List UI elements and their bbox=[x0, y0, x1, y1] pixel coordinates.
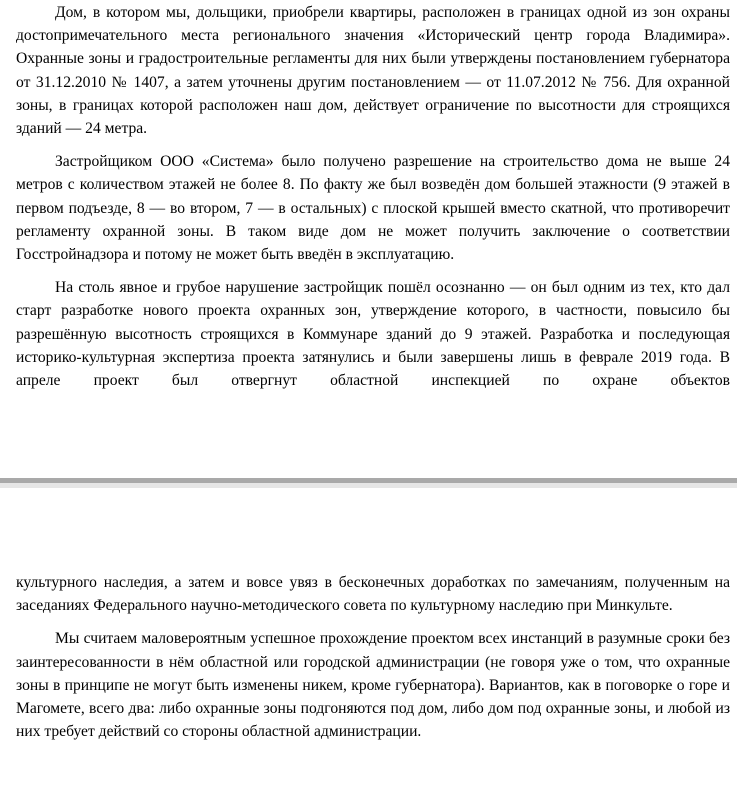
paragraph-protection-zone: Дом, в котором мы, дольщики, приобрели квартиры, расположен в границах одной из зон охраны достопримечательного места регионального значения «Исторический центр города Владимира». Охранные зоны и градостроительные регламенты для них были утверждены постановлением губернатора от 31.12.2010 № 1407, а затем уточнены другим постановлением — от 11.07.2012 № 756. Для охранной зоны, в границах которой расположен наш дом, действует ограничение по высотности для строящихся зданий — 24 метра. bbox=[16, 4, 730, 138]
paragraph-continuation: культурного наследия, а затем и вовсе увяз в бесконечных доработках по замечаниям, полученным на заседаниях Федерального научно-методического совета по культурному наследию при Минкульте. bbox=[16, 574, 730, 615]
paragraph-developer-violation: Застройщиком ООО «Система» было получено разрешение на строительство дома не выше 24 метров с количеством этажей не более 8. По факту же был возведён дом большей этажности (9 этажей в первом подъезде, 8 — во втором, 7 — в остальных) с плоской крышей вместо скатной, что противоречит регламенту охранной зоны. В таком виде дом не может получить заключение о соответствии Госстройнадзора и потому не может быть введён в эксплуатацию. bbox=[16, 153, 730, 264]
page-top-text bbox=[16, 1, 730, 392]
paragraph-conclusion: Мы считаем маловероятным успешное прохождение проектом всех инстанций в разумные сроки без заинтересованности в нём областной или городской администрации (не говоря уже о том, что охранные зоны в принципе не могут быть изменены никем, кроме губернатора). Вариантов, как в поговорке о горе и Магомете, всего два: либо охранные зоны подгоняются под дом, либо дом под охранные зоны, и любой из них требует действий со стороны областной администрации. bbox=[16, 630, 730, 741]
page-bottom-text bbox=[16, 571, 730, 743]
page-break-divider bbox=[0, 478, 737, 488]
document-page-bottom bbox=[0, 488, 737, 787]
paragraph-new-zones-project: На столь явное и грубое нарушение застройщик пошёл осознанно — он был одним из тех, кто дал старт разработке нового проекта охранных зон, утверждение которого, в частности, повысило бы разрешённую высотность строящихся в Коммунаре зданий до 9 этажей. Разработка и последующая историко-культурная экспертиза проекта затянулись и были завершены лишь в феврале 2019 года. В апреле проект был отвергнут областной инспекцией по охране объектов bbox=[16, 279, 730, 390]
